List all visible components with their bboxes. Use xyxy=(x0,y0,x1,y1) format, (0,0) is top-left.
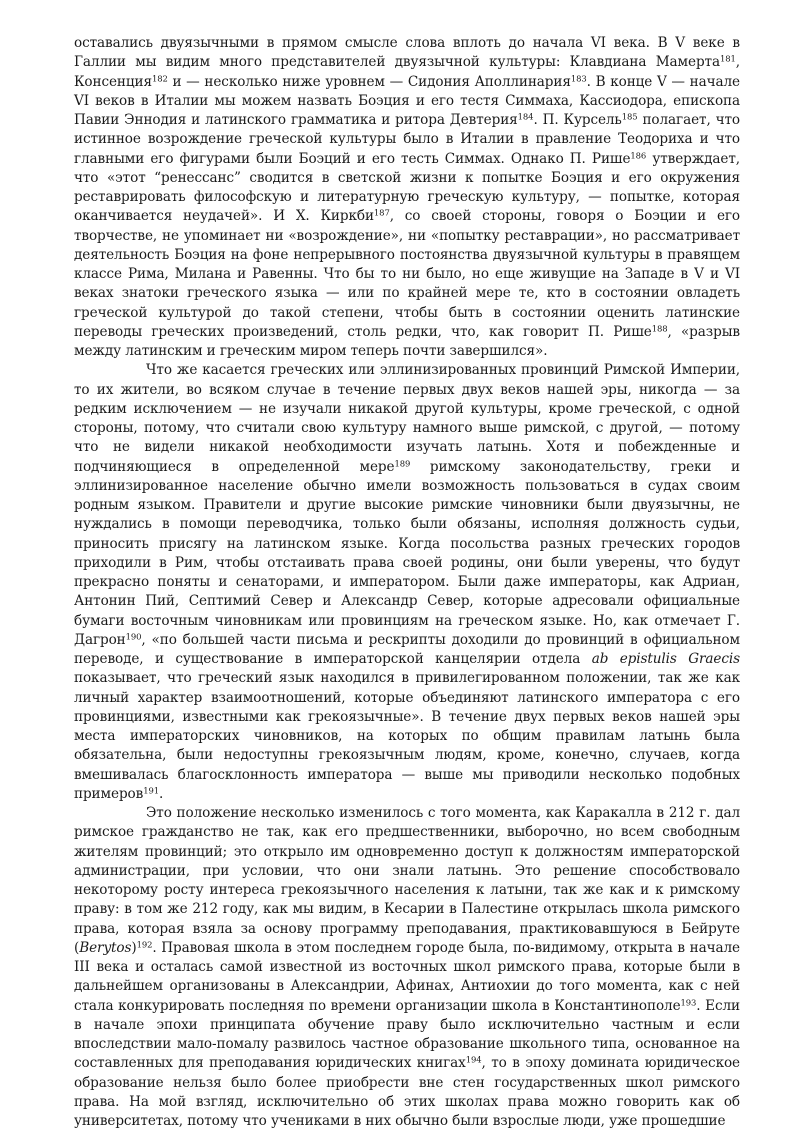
footnote-ref: 182 xyxy=(151,72,168,83)
text-run: показывает, что греческий язык находился в привилегированном положении, так же как личный характер взаимоотношений, которые объединяют латинского императора с его провинциями, известными как грекоязычные». В течение двух первых веков нашей эры места императорских чиновников, на которых по общим правилам латынь была обязательна, были недоступны грекоязычным людям, кроме, конечно, случаев, когда вмешивалась благосклонность императора — выше мы приводили несколько подобных примеров xyxy=(74,670,740,802)
text-run: . П. Курсель xyxy=(533,112,622,128)
footnote-ref: 189 xyxy=(394,457,411,468)
footnote-ref: 186 xyxy=(630,149,647,160)
footnote-ref: 183 xyxy=(570,72,587,83)
body-paragraph xyxy=(74,34,740,361)
text-run: , «по большей части письма и рескрипты доходили до провинций в официальном переводе, и существование в императорской канцелярии отдела xyxy=(74,631,740,667)
document-page xyxy=(74,34,740,1131)
text-run: , Консенция xyxy=(74,54,740,90)
text-run: . xyxy=(158,785,164,802)
text-run: . Правовая школа в этом последнем городе была, по-видимому, открыта в начале III века и осталась самой известной из восточных школ римского права, которые были в дальнейшем организованы в Александрии, Афинах, Антиохии до того момента, как с ней стала конкурировать последняя по времени организации школа в Константинополе xyxy=(74,939,740,1014)
text-run: , то в эпоху домината юридическое образование нельзя было более приобрести вне стен государственных школ римского права. На мой взгляд, исключительно об этих школах права можно говорить как об университетах, потому что учениками в них обычно были взрослые люди, уже прошедшие xyxy=(74,1055,740,1129)
footnote-ref: 190 xyxy=(125,631,142,642)
footnote-ref: 188 xyxy=(651,323,668,334)
text-run: ) xyxy=(131,939,137,956)
italic-term: ab epistulis Graecis xyxy=(591,651,740,667)
body-paragraph xyxy=(74,804,740,1131)
text-run: , «разрыв между латинским и греческим миром теперь почти завершился». xyxy=(74,323,740,359)
footnote-ref: 191 xyxy=(143,785,159,796)
footnote-ref: 187 xyxy=(373,207,390,218)
body-paragraph xyxy=(74,361,740,804)
text-run: полагает, что истинное возрождение греческой культуры было в Италии в правление Теодориха и что главными его фигурами были Боэций и его тесть Симмах. Однако П. Рише xyxy=(74,112,741,167)
footnote-ref: 185 xyxy=(621,111,638,122)
text-run: оставались двуязычными в прямом смысле слова вплоть до начала VI века. В V веке в Галлии мы видим много представителей двуязычной культуры: Клавдиана Мамерта xyxy=(74,35,740,71)
text-run: . В конце V — начале VI веков в Италии мы можем назвать Боэция и его тестя Симмаха, Кассиодора, епископа Павии Эннодия и латинского грамматика и ритора Девтерия xyxy=(74,73,740,128)
text-run: римскому законодательству, греки и эллинизированное население обычно имели возможность пользоваться в судах своим родным языком. Правители и другие высокие римские чиновники были двуязычны, не нуждались в помощи переводчика, только были обязаны, исполняя должность судьи, приносить присягу на латинском языке. Когда посольства разных греческих городов приходили в Рим, чтобы отстаивать права своей родины, они были уверены, что будут прекрасно поняты и сенаторами, и императором. Были даже императоры, как Адриан, Антонин Пий, Септимий Север и Александр Север, которые адресовали официальные бумаги восточным чиновникам или провинциям на греческом языке. Но, как отмечает Г. Дагрон xyxy=(74,458,740,648)
text-run: , со своей стороны, говоря о Боэции и его творчестве, не упоминает ни «возрождение», ни «попытку реставрации», но рассматривает деятельность Боэция на фоне непрерывного постоянства двуязычной культуры в правящем классе Рима, Милана и Равенны. Что бы то ни было, но еще живущие на Западе в V и VI веках знатоки греческого языка — или по крайней мере те, кто в состоянии овладеть греческой культурой до такой степени, чтобы быть в состоянии оценить латинские переводы греческих произведений, столь редки, что, как говорит П. Рише xyxy=(74,208,740,340)
text-run: и — несколько ниже уровнем — Сидония Аполлинария xyxy=(167,73,571,90)
text-run: Что же касается греческих или эллинизированных провинций Римской Империи, то их жители, во всяком случае в течение первых двух веков нашей эры, никогда — за редким исключением — не изучали никакой другой культуры, кроме греческой, с одной стороны, потому, что считали свою культуру намного выше римской, с другой, — потому что не видели никакой необходимости изучать латынь. Хотя и побежденные и подчиняющиеся в определенной мере xyxy=(74,362,740,475)
footnote-ref: 193 xyxy=(680,996,697,1007)
footnote-ref: 181 xyxy=(719,53,736,64)
text-run: Это положение несколько изменилось с того момента, как Каракалла в 212 г. дал римское гражданство не так, как его предшественники, выборочно, но всем свободным жителям провинций; это открыло им одновременно доступ к должностям императорской администрации, при условии, что они знали латынь. Это решение способствовало некоторому росту интереса грекоязычного населения к латыни, так же как и к римскому праву: в том же 212 году, как мы видим, в Кесарии в Палестине открылась школа римского права, которая взяла за основу программу преподавания, практиковавшуюся в Бейруте ( xyxy=(74,805,740,956)
footnote-ref: 194 xyxy=(465,1054,482,1065)
text-run: . Если в начале эпохи принципата обучение праву было исключительно частным и если впоследствии мало-помалу развилось частное образование школьного типа, основанное на составленных для преподавания юридических книгах xyxy=(74,997,740,1072)
italic-term: Berytos xyxy=(79,939,132,956)
footnote-ref: 192 xyxy=(136,939,153,950)
text-run: утверждает, что «этот “ренессанс” сводится в светской жизни к попытке Боэция и его окружения реставрировать философскую и литературную греческую культуру, — попытке, которая оканчивается неудачей». И Х. Киркби xyxy=(74,150,741,225)
footnote-ref: 184 xyxy=(517,111,534,122)
